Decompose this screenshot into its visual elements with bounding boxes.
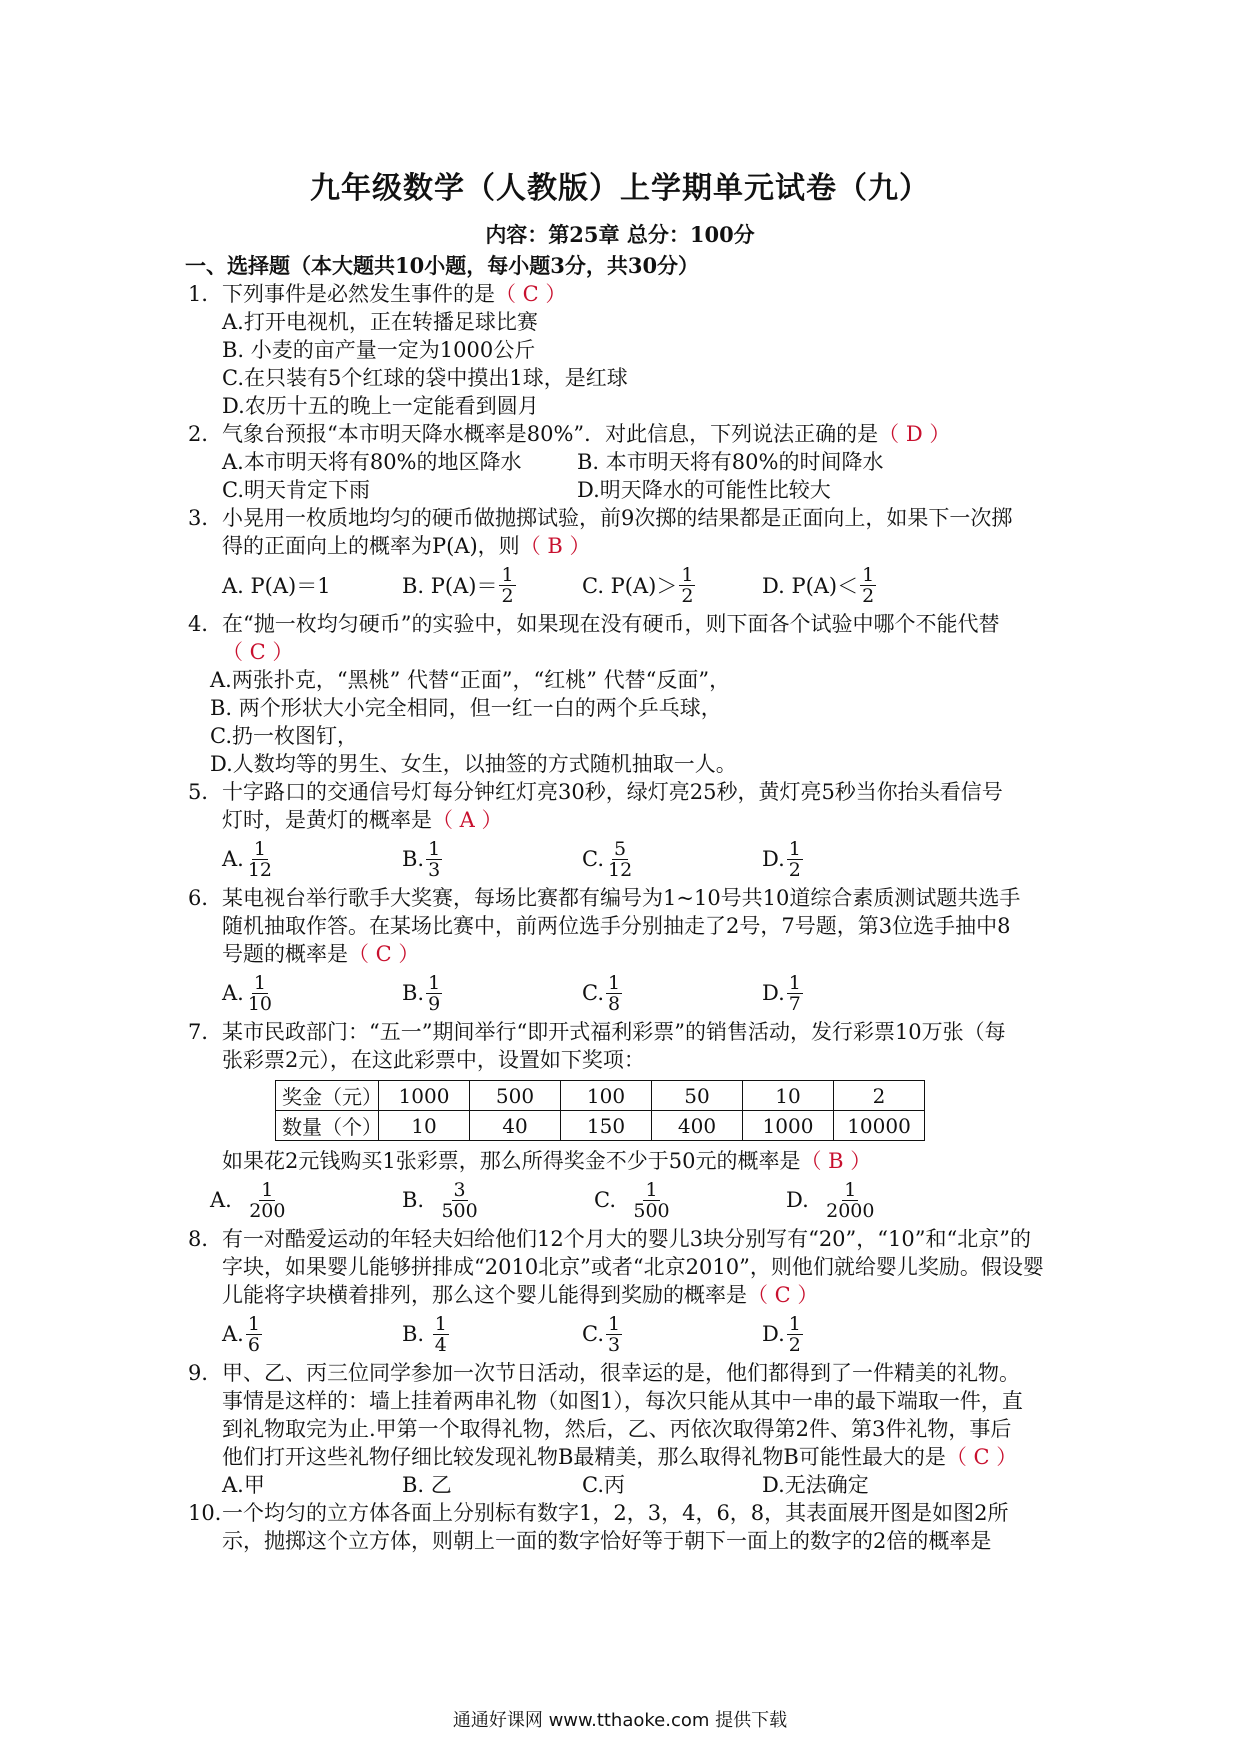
question-stem: 如果花2元钱购买1张彩票，那么所得奖金不少于50元的概率是 bbox=[222, 1149, 801, 1173]
question-stem: 十字路口的交通信号灯每分钟红灯亮30秒，绿灯亮25秒，黄灯亮5秒当你抬头看信号 bbox=[222, 780, 1003, 804]
table-cell: 10000 bbox=[834, 1111, 925, 1141]
answer: （ C ） bbox=[222, 640, 294, 664]
option-a: A.两张扑克，“黑桃” 代替“正面”，“红桃” 代替“反面”， bbox=[210, 668, 731, 692]
answer: （ D ） bbox=[878, 422, 951, 446]
answer: （ C ） bbox=[945, 1445, 1018, 1469]
question-stem: 小晃用一枚质地均匀的硬币做抛掷试验，前9次掷的结果都是正面向上，如果下一次掷 bbox=[222, 506, 1013, 530]
option-b: B. 本市明天将有80%的时间降水 bbox=[577, 450, 884, 474]
table-row bbox=[276, 1081, 925, 1111]
question-6 bbox=[188, 884, 1068, 1018]
answer: （ C ） bbox=[747, 1283, 819, 1307]
question-number: 4． bbox=[188, 612, 223, 636]
option-d: D. P(A)＜ $\frac{1}{2}$ bbox=[762, 563, 875, 607]
question-number: 10． bbox=[188, 1501, 236, 1525]
question-stem: 有一对酷爱运动的年轻夫妇给他们12个月大的婴儿3块分别写有“20”，“10”和“北京”的 bbox=[222, 1227, 1031, 1251]
option-a: A. $\frac{1}{10}$ bbox=[222, 971, 273, 1015]
table-cell: 2 bbox=[834, 1081, 925, 1111]
table-cell: 10 bbox=[379, 1111, 470, 1141]
question-1 bbox=[188, 280, 1068, 420]
table-cell: 100 bbox=[561, 1081, 652, 1111]
question-stem: 气象台预报“本市明天降水概率是80%”．对此信息，下列说法正确的是 bbox=[222, 422, 879, 446]
option-a: A. $\frac{1}{200}$ bbox=[210, 1178, 286, 1222]
question-stem: 下列事件是必然发生事件的是 bbox=[222, 282, 495, 306]
prize-table bbox=[275, 1080, 925, 1141]
question-stem: 甲、乙、丙三位同学参加一次节日活动，很幸运的是，他们都得到了一件精美的礼物。 bbox=[222, 1361, 1020, 1385]
question-stem: 示，抛掷这个立方体，则朝上一面的数字恰好等于朝下一面上的数字的2倍的概率是 bbox=[222, 1529, 992, 1553]
questions bbox=[188, 280, 1068, 1555]
option-d: D. $\frac{1}{2000}$ bbox=[786, 1178, 875, 1222]
question-number: 9． bbox=[188, 1361, 223, 1385]
option-d: D.无法确定 bbox=[762, 1473, 869, 1497]
option-c: C. $\frac{1}{8}$ bbox=[582, 971, 621, 1015]
option-b: B. $\frac{3}{500}$ bbox=[402, 1178, 478, 1222]
question-3 bbox=[188, 504, 1068, 610]
option-b: B. 小麦的亩产量一定为1000公斤 bbox=[222, 338, 536, 362]
question-stem: 他们打开这些礼物仔细比较发现礼物B最精美，那么取得礼物B可能性最大的是 bbox=[222, 1445, 946, 1469]
question-number: 6． bbox=[188, 886, 223, 910]
option-c: C.丙 bbox=[582, 1473, 625, 1497]
question-number: 7． bbox=[188, 1020, 223, 1044]
option-d: D. $\frac{1}{7}$ bbox=[762, 971, 801, 1015]
table-cell: 40 bbox=[470, 1111, 561, 1141]
answer: （ B ） bbox=[519, 534, 591, 558]
option-b: B. $\frac{1}{4}$ bbox=[402, 1312, 447, 1356]
question-stem: 事情是这样的：墙上挂着两串礼物（如图1），每次只能从其中一串的最下端取一件，直 bbox=[222, 1389, 1023, 1413]
question-stem: 某市民政部门：“五一”期间举行“即开式福利彩票”的销售活动，发行彩票10万张（每 bbox=[222, 1020, 1006, 1044]
question-number: 3． bbox=[188, 506, 223, 530]
question-stem: 一个均匀的立方体各面上分别标有数字1，2，3，4，6，8，其表面展开图是如图2所 bbox=[222, 1501, 1009, 1525]
question-number: 5． bbox=[188, 780, 223, 804]
question-4 bbox=[188, 610, 1068, 778]
question-stem: 灯时，是黄灯的概率是 bbox=[222, 808, 432, 832]
option-a: A. P(A)＝1 bbox=[222, 574, 331, 598]
table-cell: 500 bbox=[470, 1081, 561, 1111]
option-c: C. P(A)＞ $\frac{1}{2}$ bbox=[582, 563, 694, 607]
question-number: 2． bbox=[188, 422, 223, 446]
option-a: A. $\frac{1}{6}$ bbox=[222, 1312, 260, 1356]
question-stem: 得的正面向上的概率为P(A)，则 bbox=[222, 534, 520, 558]
table-cell: 50 bbox=[652, 1081, 743, 1111]
question-stem: 随机抽取作答。在某场比赛中，前两位选手分别抽走了2号，7号题，第3位选手抽中8 bbox=[222, 914, 1011, 938]
answer: （ B ） bbox=[800, 1149, 872, 1173]
question-number: 8． bbox=[188, 1227, 223, 1251]
option-d: D.人数均等的男生、女生，以抽签的方式随机抽取一人。 bbox=[210, 752, 737, 776]
option-d: D.明天降水的可能性比较大 bbox=[577, 478, 831, 502]
option-a: A. $\frac{1}{12}$ bbox=[222, 837, 273, 881]
question-stem: 到礼物取完为止.甲第一个取得礼物，然后，乙、丙依次取得第2件、第3件礼物，事后 bbox=[222, 1417, 1012, 1441]
option-c: C. $\frac{1}{500}$ bbox=[594, 1178, 670, 1222]
question-8 bbox=[188, 1225, 1068, 1359]
question-stem: 在“抛一枚均匀硬币”的实验中，如果现在没有硬币，则下面各个试验中哪个不能代替 bbox=[222, 612, 1000, 636]
option-d: D. $\frac{1}{2}$ bbox=[762, 1312, 801, 1356]
option-a: A.甲 bbox=[222, 1473, 265, 1497]
option-d: D.农历十五的晚上一定能看到圆月 bbox=[222, 394, 539, 418]
table-cell: 1000 bbox=[743, 1111, 834, 1141]
option-a: A.打开电视机，正在转播足球比赛 bbox=[222, 310, 538, 334]
table-cell: 数量（个） bbox=[276, 1111, 379, 1141]
option-b: B. $\frac{1}{3}$ bbox=[402, 837, 441, 881]
question-stem: 某电视台举行歌手大奖赛，每场比赛都有编号为1~10号共10道综合素质测试题共选手 bbox=[222, 886, 1021, 910]
option-c: C. $\frac{1}{3}$ bbox=[582, 1312, 621, 1356]
table-cell: 400 bbox=[652, 1111, 743, 1141]
table-cell: 1000 bbox=[379, 1081, 470, 1111]
option-b: B. $\frac{1}{9}$ bbox=[402, 971, 441, 1015]
option-b: B. P(A)＝ $\frac{1}{2}$ bbox=[402, 563, 514, 607]
answer: （ C ） bbox=[348, 942, 420, 966]
page-title: 九年级数学（人教版）上学期单元试卷（九） bbox=[310, 171, 930, 206]
table-row bbox=[276, 1111, 925, 1141]
question-number: 1． bbox=[188, 282, 223, 306]
question-10 bbox=[188, 1499, 1068, 1555]
question-2 bbox=[188, 420, 1068, 504]
question-9 bbox=[188, 1359, 1068, 1499]
section-heading: 一、选择题（本大题共10小题，每小题3分，共30分） bbox=[185, 253, 700, 278]
question-5 bbox=[188, 778, 1068, 884]
question-stem: 号题的概率是 bbox=[222, 942, 348, 966]
option-b: B. 乙 bbox=[402, 1473, 452, 1497]
table-cell: 150 bbox=[561, 1111, 652, 1141]
page-subtitle: 内容：第25章 总分：100分 bbox=[485, 222, 755, 247]
table-cell: 奖金（元） bbox=[276, 1081, 379, 1111]
question-stem: 儿能将字块横着排列，那么这个婴儿能得到奖励的概率是 bbox=[222, 1283, 747, 1307]
question-stem: 字块，如果婴儿能够拼排成“2010北京”或者“北京2010”，则他们就给婴儿奖励。假设婴 bbox=[222, 1255, 1044, 1279]
option-a: A.本市明天将有80%的地区降水 bbox=[222, 450, 522, 474]
question-7 bbox=[188, 1018, 1068, 1225]
option-c: C. $\frac{5}{12}$ bbox=[582, 837, 633, 881]
page-footer: 通通好课网 www.tthaoke.com 提供下载 bbox=[452, 1710, 788, 1731]
option-b: B. 两个形状大小完全相同，但一红一白的两个乒乓球， bbox=[210, 696, 722, 720]
answer: （ A ） bbox=[432, 808, 503, 832]
option-c: C.在只装有5个红球的袋中摸出1球，是红球 bbox=[222, 366, 628, 390]
option-d: D. $\frac{1}{2}$ bbox=[762, 837, 801, 881]
option-c: C.扔一枚图钉， bbox=[210, 724, 358, 748]
table-cell: 10 bbox=[743, 1081, 834, 1111]
answer: （ C ） bbox=[495, 282, 567, 306]
question-stem: 张彩票2元），在这此彩票中，设置如下奖项： bbox=[222, 1048, 645, 1072]
option-c: C.明天肯定下雨 bbox=[222, 478, 370, 502]
